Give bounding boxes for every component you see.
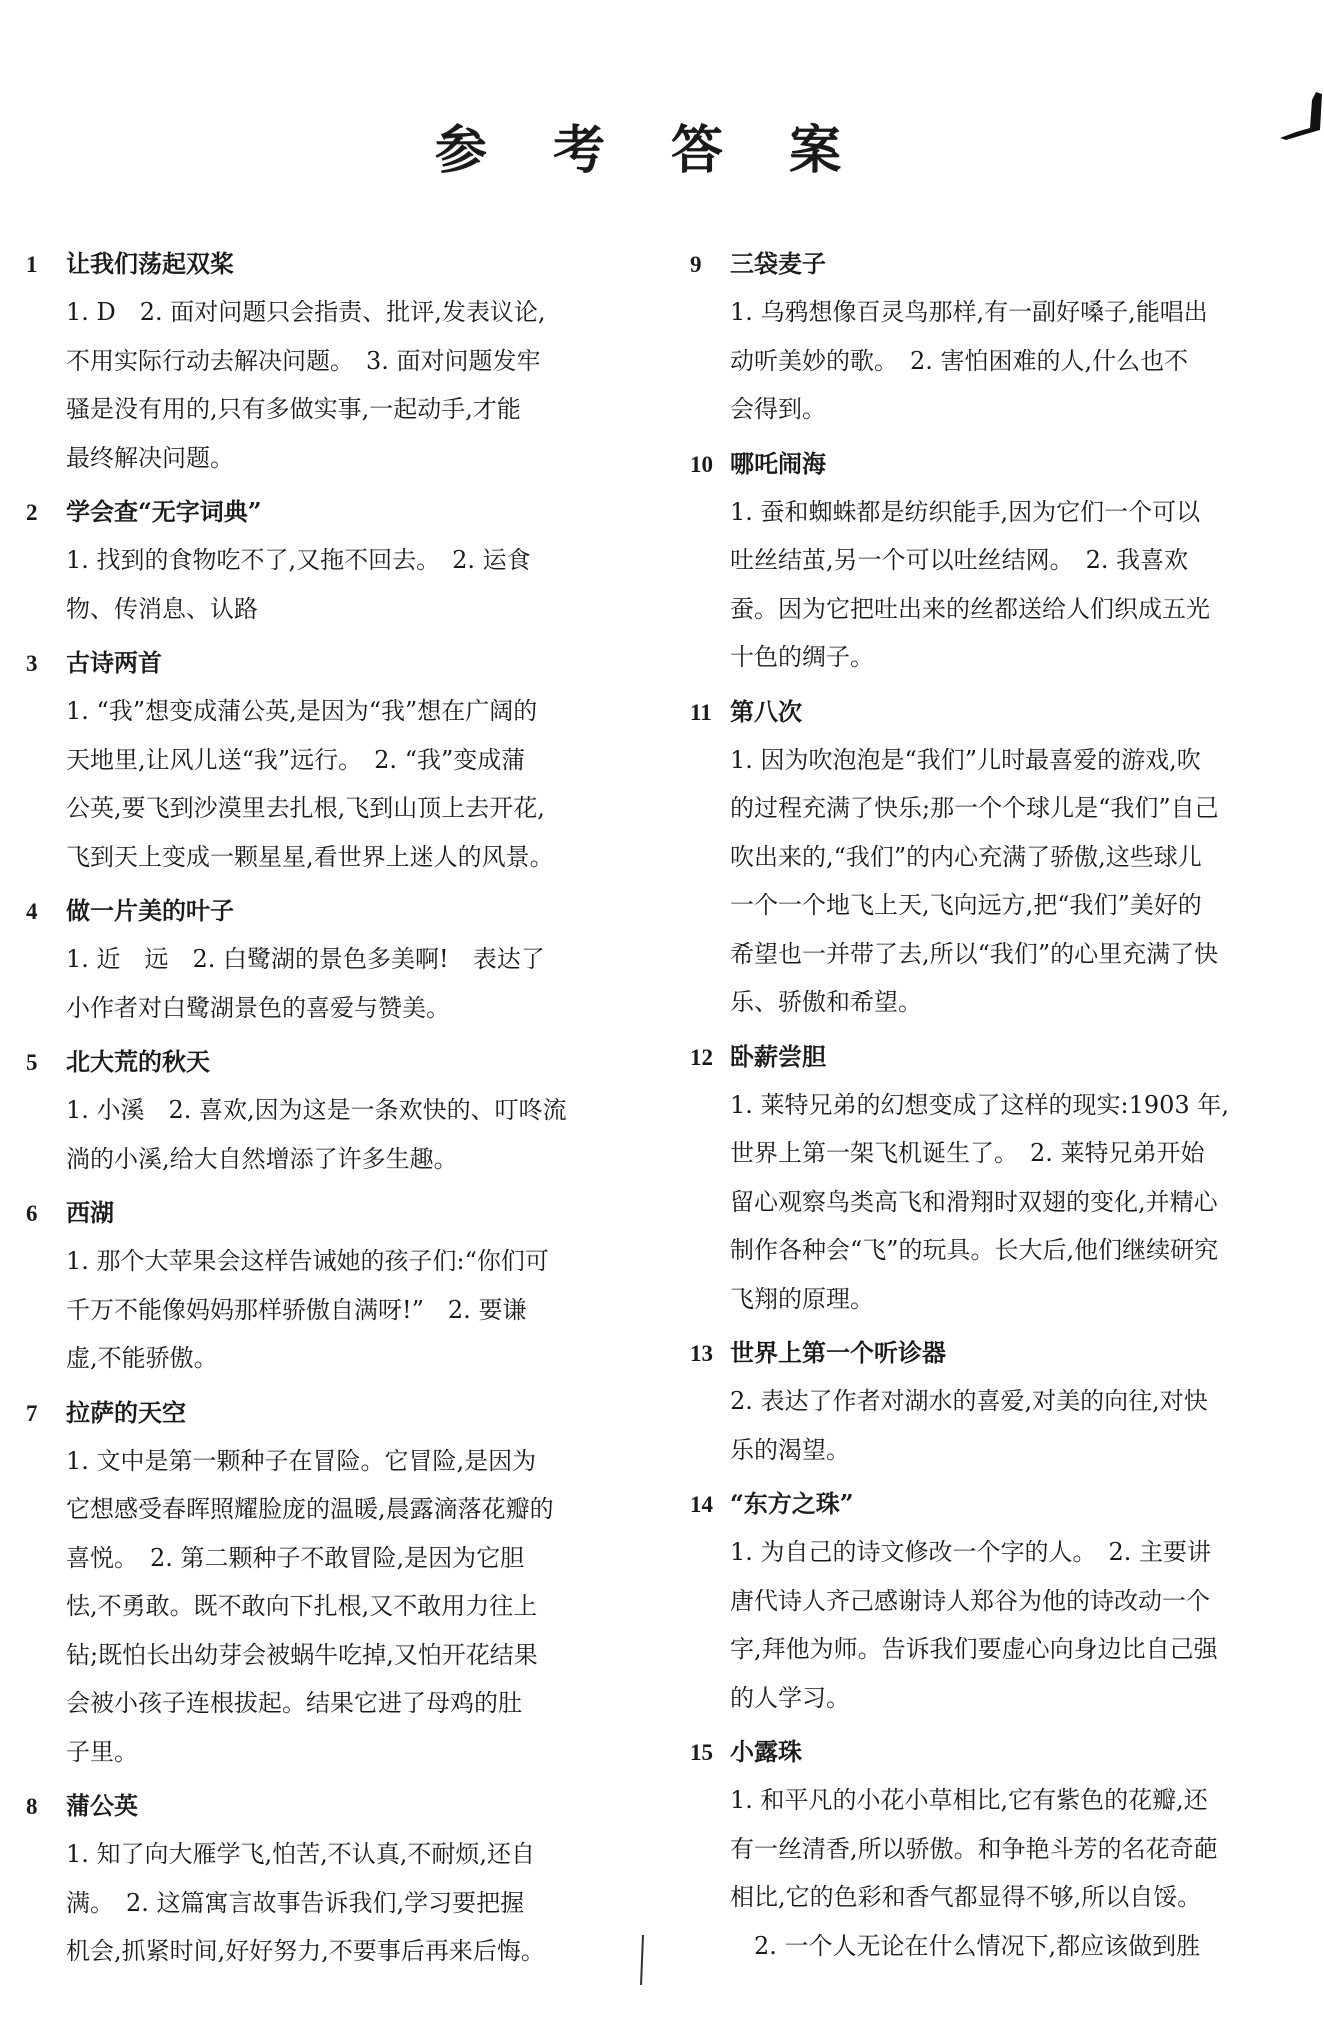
answer-line: 1. “我”想变成蒲公英,是因为“我”想在广阔的 <box>66 697 538 725</box>
lesson-number: 12 <box>690 1044 713 1070</box>
answer-line: 虚,不能骄傲。 <box>66 1344 218 1372</box>
lesson-number: 9 <box>690 252 702 277</box>
answer-line: 1. 蚕和蜘蛛都是纺织能手,因为它们一个可以 <box>730 497 1201 526</box>
answer-text <box>66 1237 626 1383</box>
lesson-title: 卧薪尝胆 <box>730 1041 826 1071</box>
lesson-title: 让我们荡起双桨 <box>66 249 234 278</box>
section-heading <box>26 240 626 288</box>
answer-text <box>66 935 626 1032</box>
answer-line: 1. 小溪 2. 喜欢,因为这是一条欢快的、叮咚流 <box>66 1096 567 1124</box>
lesson-title: 学会查“无字词典” <box>66 497 262 526</box>
answer-line: 1. 近 远 2. 白鹭湖的景色多美啊! 表达了 <box>66 945 545 973</box>
answer-line: 飞翔的原理。 <box>730 1284 874 1313</box>
lesson-title: “东方之珠” <box>730 1489 854 1518</box>
answer-line: 千万不能像妈妈那样骄傲自满呀!” 2. 要谦 <box>66 1295 527 1324</box>
answer-line: 1. 莱特兄弟的幻想变成了这样的现实:1903 年, <box>730 1090 1229 1119</box>
answer-line: 骚是没有用的,只有多做实事,一起动手,才能 <box>66 395 521 423</box>
answer-line: 飞到天上变成一颗星星,看世界上迷人的风景。 <box>66 842 554 871</box>
answer-line: 公英,要飞到沙漠里去扎根,飞到山顶上去开花, <box>66 794 545 822</box>
answer-line: 动听美妙的歌。 2. 害怕困难的人,什么也不 <box>730 346 1189 375</box>
right-column <box>690 240 1290 1976</box>
answer-line: 1. 那个大苹果会这样告诫她的孩子们:“你们可 <box>66 1247 549 1275</box>
answer-line: 物、传消息、认路 <box>66 594 258 623</box>
answer-line: 十色的绸子。 <box>730 643 874 671</box>
answer-section <box>26 1782 626 1976</box>
answer-text <box>730 1081 1290 1324</box>
lesson-number: 7 <box>26 1400 38 1426</box>
section-heading <box>690 688 1290 736</box>
answer-section <box>26 240 626 482</box>
answer-line: 唐代诗人齐己感谢诗人郑谷为他的诗改动一个 <box>730 1586 1210 1615</box>
answer-line: 怯,不勇敢。既不敢向下扎根,又不敢用力往上 <box>66 1592 538 1620</box>
answer-line: 吹出来的,“我们”的内心充满了骄傲,这些球儿 <box>730 842 1202 871</box>
section-heading <box>26 887 626 935</box>
lesson-title: 拉萨的天空 <box>66 1397 186 1427</box>
answer-line: 1. 知了向大雁学飞,怕苦,不认真,不耐烦,还自 <box>66 1840 536 1868</box>
answer-line: 的过程充满了快乐;那一个个球儿是“我们”自己 <box>730 794 1219 822</box>
section-heading <box>690 1480 1290 1528</box>
answer-section <box>26 1189 626 1383</box>
lesson-number: 10 <box>690 451 713 477</box>
stray-pen-mark-icon <box>640 1935 644 1985</box>
answer-text <box>66 536 626 633</box>
answer-line: 小作者对白鹭湖景色的喜爱与赞美。 <box>66 993 450 1022</box>
answer-line: 1. 乌鸦想像百灵鸟那样,有一副好嗓子,能唱出 <box>730 298 1208 326</box>
section-heading <box>26 639 626 687</box>
answer-section <box>26 1389 626 1777</box>
answer-text <box>66 1830 626 1976</box>
answer-section <box>690 1480 1290 1722</box>
lesson-number: 13 <box>690 1341 713 1366</box>
answer-text <box>730 1377 1290 1474</box>
answer-section <box>26 639 626 881</box>
answer-line: 1. 和平凡的小花小草相比,它有紫色的花瓣,还 <box>730 1786 1208 1814</box>
answer-section <box>690 1728 1290 1970</box>
section-heading <box>690 440 1290 488</box>
answer-text <box>66 1086 626 1183</box>
answer-line: 乐的渴望。 <box>730 1435 850 1464</box>
section-heading <box>26 488 626 536</box>
answer-line: 世界上第一架飞机诞生了。 2. 莱特兄弟开始 <box>730 1139 1205 1167</box>
answer-line: 会得到。 <box>730 395 826 423</box>
lesson-number: 5 <box>26 1050 38 1075</box>
answer-text <box>730 1528 1290 1722</box>
answer-text <box>730 488 1290 682</box>
lesson-title: 第八次 <box>730 696 802 726</box>
answer-text <box>66 687 626 881</box>
answer-text <box>66 288 626 482</box>
answer-section <box>26 488 626 633</box>
page-title: 参 考 答 案 <box>434 120 866 181</box>
section-heading <box>26 1782 626 1830</box>
answer-line: 相比,它的色彩和香气都显得不够,所以自馁。 <box>730 1883 1202 1911</box>
answer-line: 的人学习。 <box>730 1683 850 1712</box>
answer-line: 天地里,让风儿送“我”远行。 2. “我”变成蒲 <box>66 745 526 774</box>
answer-line: 1. 为自己的诗文修改一个字的人。 2. 主要讲 <box>730 1538 1212 1566</box>
answer-line: 吐丝结茧,另一个可以吐丝结网。 2. 我喜欢 <box>730 546 1189 574</box>
answer-section <box>26 887 626 1032</box>
answer-line: 1. 找到的食物吃不了,又拖不回去。 2. 运食 <box>66 546 531 574</box>
answer-text <box>730 736 1290 1027</box>
lesson-title: 三袋麦子 <box>730 249 826 278</box>
answer-section <box>690 440 1290 682</box>
section-heading <box>26 1038 626 1086</box>
answer-line: 淌的小溪,给大自然增添了许多生趣。 <box>66 1144 458 1173</box>
answer-line: 会被小孩子连根拔起。结果它进了母鸡的肚 <box>66 1689 522 1717</box>
answer-line: 制作各种会“飞”的玩具。长大后,他们继续研究 <box>730 1236 1219 1264</box>
section-heading <box>26 1389 626 1437</box>
answer-line: 1. D 2. 面对问题只会指责、批评,发表议论, <box>66 298 546 326</box>
answer-section <box>690 688 1290 1027</box>
answer-line: 喜悦。 2. 第二颗种子不敢冒险,是因为它胆 <box>66 1543 525 1572</box>
lesson-title: 古诗两首 <box>66 648 162 677</box>
answer-line: 有一丝清香,所以骄傲。和争艳斗芳的名花奇葩 <box>730 1834 1218 1863</box>
section-heading <box>690 1329 1290 1377</box>
answer-line: 满。 2. 这篇寓言故事告诉我们,学习要把握 <box>66 1888 525 1917</box>
lesson-title: 小露珠 <box>730 1737 802 1766</box>
lesson-number: 4 <box>26 899 38 924</box>
answer-line: 机会,抓紧时间,好好努力,不要事后再来后悔。 <box>66 1937 545 1965</box>
lesson-title: 做一片美的叶子 <box>66 896 234 925</box>
answer-line: 子里。 <box>66 1737 138 1766</box>
lesson-number: 3 <box>26 651 38 676</box>
answer-text <box>730 288 1290 434</box>
answer-line: 它想感受春晖照耀脸庞的温暖,晨露滴落花瓣的 <box>66 1495 554 1523</box>
answer-text <box>66 1437 626 1777</box>
corner-decoration-icon <box>1276 90 1324 146</box>
lesson-number: 15 <box>690 1740 713 1765</box>
lesson-number: 6 <box>26 1201 38 1226</box>
answer-line: 字,拜他为师。告诉我们要虚心向身边比自己强 <box>730 1635 1218 1663</box>
answer-line: 希望也一并带了去,所以“我们”的心里充满了快 <box>730 939 1219 968</box>
lesson-title: 北大荒的秋天 <box>66 1047 210 1076</box>
answer-line: 1. 因为吹泡泡是“我们”儿时最喜爱的游戏,吹 <box>730 745 1201 774</box>
answer-section <box>690 1329 1290 1474</box>
answer-line: 2. 一个人无论在什么情况下,都应该做到胜 <box>730 1931 1201 1960</box>
answer-line: 最终解决问题。 <box>66 443 234 472</box>
answer-line: 蚕。因为它把吐出来的丝都送给人们织成五光 <box>730 594 1210 623</box>
section-heading <box>26 1189 626 1237</box>
lesson-title: 哪吒闹海 <box>730 448 826 478</box>
answer-line: 2. 表达了作者对湖水的喜爱,对美的向往,对快 <box>730 1387 1208 1415</box>
answer-line: 钻;既怕长出幼芽会被蜗牛吃掉,又怕开花结果 <box>66 1640 538 1669</box>
answer-line: 一个一个地飞上天,飞向远方,把“我们”美好的 <box>730 891 1202 919</box>
section-heading <box>690 1728 1290 1776</box>
left-column <box>26 240 626 1982</box>
answer-line: 1. 文中是第一颗种子在冒险。它冒险,是因为 <box>66 1446 537 1475</box>
lesson-number: 11 <box>690 699 712 725</box>
lesson-number: 2 <box>26 500 38 525</box>
answer-section <box>26 1038 626 1183</box>
answer-section <box>690 1033 1290 1324</box>
lesson-title: 世界上第一个听诊器 <box>730 1338 946 1367</box>
lesson-title: 蒲公英 <box>66 1791 138 1820</box>
answer-section <box>690 240 1290 434</box>
lesson-title: 西湖 <box>66 1198 114 1227</box>
section-heading <box>690 1033 1290 1081</box>
lesson-number: 1 <box>26 252 38 277</box>
section-heading <box>690 240 1290 288</box>
lesson-number: 14 <box>690 1492 713 1517</box>
answer-text <box>730 1776 1290 1970</box>
answer-line: 不用实际行动去解决问题。 3. 面对问题发牢 <box>66 346 541 375</box>
answer-line: 乐、骄傲和希望。 <box>730 988 922 1016</box>
lesson-number: 8 <box>26 1794 38 1819</box>
answer-line: 留心观察鸟类高飞和滑翔时双翅的变化,并精心 <box>730 1187 1218 1216</box>
